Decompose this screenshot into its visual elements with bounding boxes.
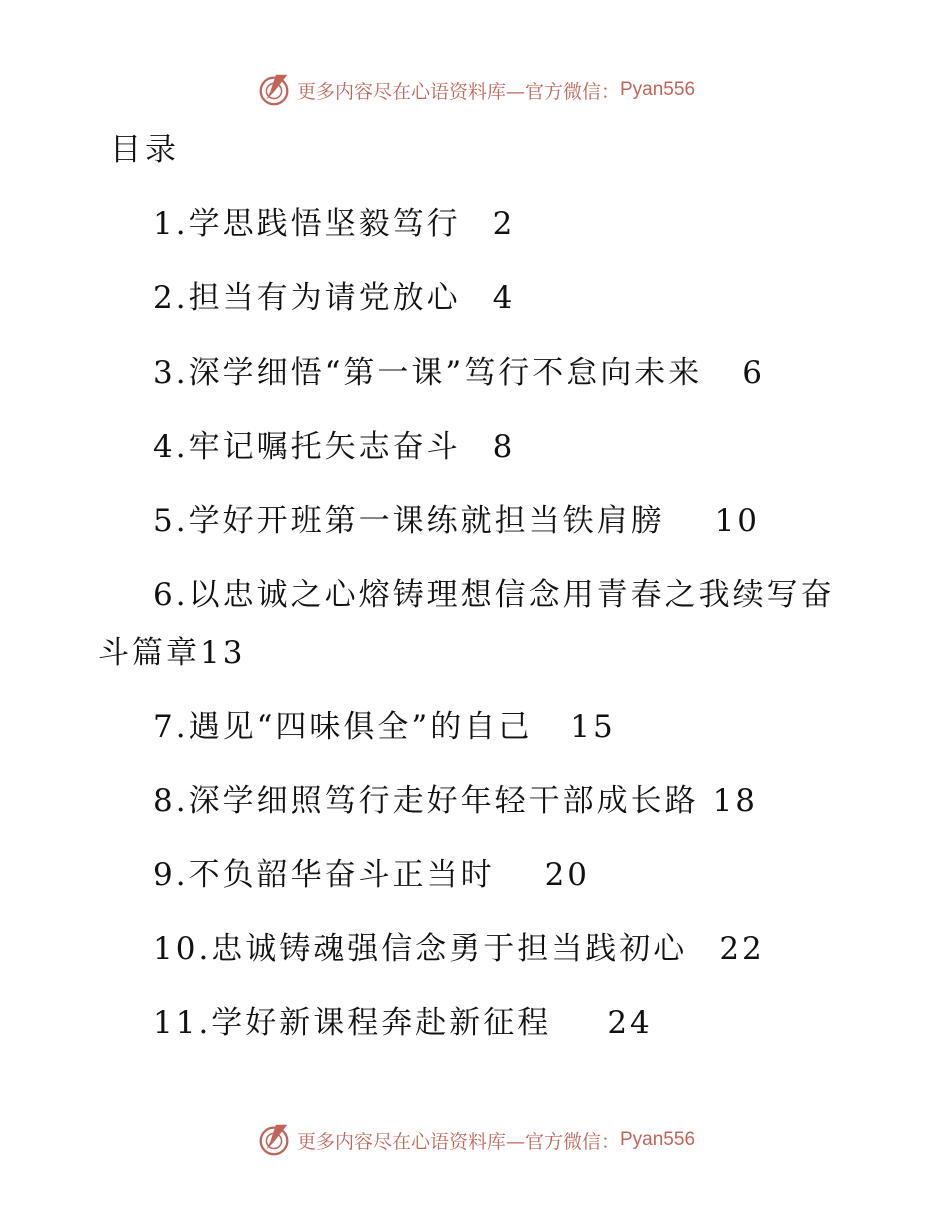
toc-entry-6-continued[interactable] [98, 627, 245, 672]
pen-logo-icon [255, 1121, 293, 1159]
toc-entry-page: 18 [712, 783, 759, 819]
toc-entry-text: 4.牢记嘱托矢志奋斗 [153, 429, 461, 465]
toc-entry-text: 5.学好开班第一课练就担当铁肩膀 [153, 503, 665, 539]
toc-entry-page: 6 [742, 355, 766, 391]
toc-entry-10[interactable] [153, 923, 765, 968]
toc-entry-page: 13 [200, 635, 246, 671]
toc-entry-text: 6.以忠诚之心熔铸理想信念用青春之我续写奋 [153, 577, 835, 613]
toc-entry-9[interactable] [153, 849, 590, 894]
toc-entry-text: 3.深学细悟“第一课”笃行不怠向未来 [153, 355, 703, 391]
toc-entry-11[interactable] [153, 997, 653, 1042]
toc-entry-text-continued: 斗篇章 [98, 635, 200, 671]
toc-entry-text: 8.深学细照笃行走好年轻干部成长路 [153, 783, 699, 819]
toc-entry-text: 11.学好新课程奔赴新征程 [153, 1005, 552, 1041]
toc-entry-3[interactable] [153, 347, 765, 392]
watermark-text: 更多内容尽在心语资料库—官方微信： [296, 1130, 620, 1153]
toc-entry-5[interactable] [153, 495, 760, 540]
toc-entry-4[interactable] [153, 421, 515, 466]
toc-entry-page: 8 [492, 429, 516, 465]
toc-entry-text: 2.担当有为请党放心 [153, 280, 461, 316]
toc-entry-page: 15 [570, 709, 616, 745]
watermark-wechat-id: Pyan556 [620, 79, 696, 100]
toc-entry-1[interactable] [153, 198, 515, 243]
pen-logo-icon [255, 71, 293, 109]
toc-entry-page: 22 [719, 931, 765, 967]
watermark-wechat-id: Pyan556 [620, 1129, 696, 1150]
toc-entry-page: 24 [607, 1005, 653, 1041]
toc-entry-page: 2 [492, 206, 516, 242]
watermark-text: 更多内容尽在心语资料库—官方微信： [296, 80, 620, 103]
toc-entry-7[interactable] [153, 701, 616, 746]
toc-entry-page: 20 [544, 857, 591, 893]
toc-entry-page: 10 [714, 503, 761, 539]
toc-title: 目录 [110, 132, 180, 168]
toc-entry-text: 9.不负韶华奋斗正当时 [153, 857, 495, 893]
toc-entry-page: 4 [492, 280, 516, 316]
toc-entry-text: 1.学思践悟坚毅笃行 [153, 206, 461, 242]
header-watermark [0, 70, 950, 110]
toc-entry-6[interactable] [153, 569, 835, 614]
footer-watermark [0, 1120, 950, 1160]
toc-entry-8[interactable] [153, 775, 758, 820]
toc-entry-text: 10.忠诚铸魂强信念勇于担当践初心 [153, 931, 688, 967]
toc-entry-text: 7.遇见“四味俱全”的自己 [153, 709, 533, 745]
toc-entry-2[interactable] [153, 272, 515, 317]
